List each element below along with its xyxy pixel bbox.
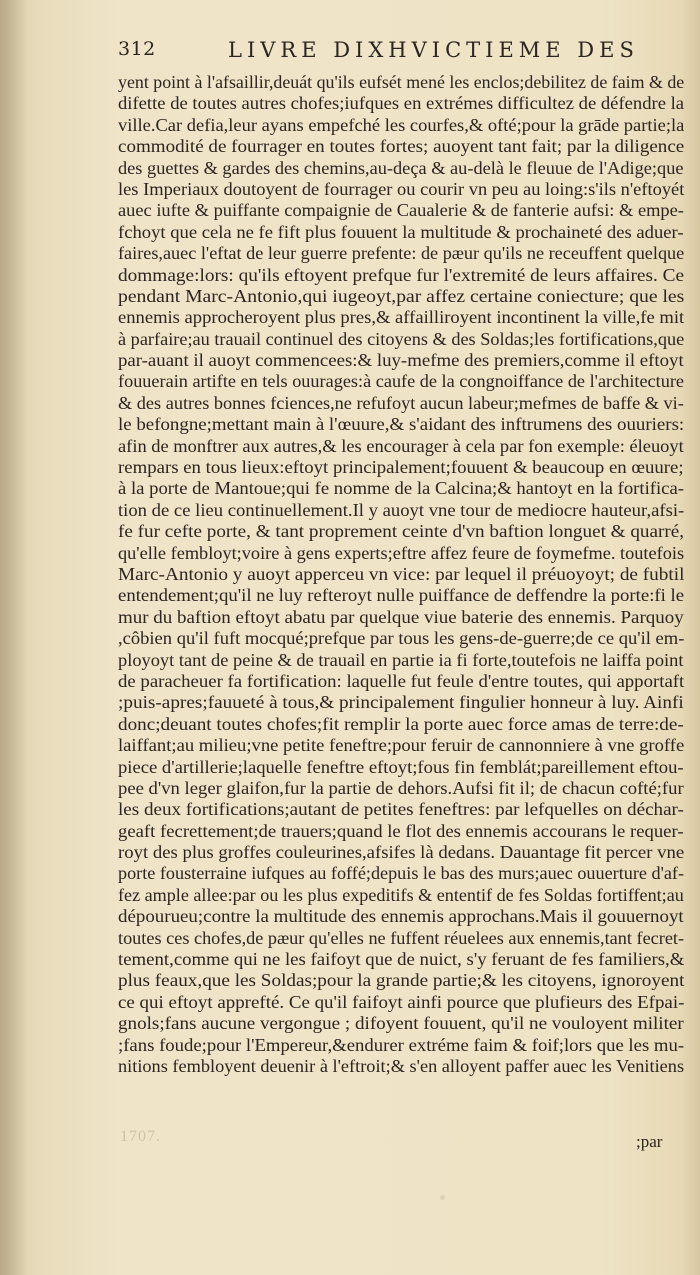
text-line: ce qui eftoyt apprefté. Ce qu'il faifoyt ainfi pource que plufieurs des Efpai- [118, 991, 685, 1012]
text-line: commodité de fourrager en toutes fortes; auoyent tant fait; par la diligence [118, 136, 685, 157]
text-line: tion de ce lieu continuellement.Il y auoyt vne tour de mediocre hauteur,afsi- [118, 499, 685, 520]
text-line: des guettes & gardes des chemins,au-deça & au-delà le fleuue de l'Adige;que [118, 157, 684, 178]
text-line: mur du baftion eftoyt abatu par quelque viue baterie des ennemis. Parquoy [118, 606, 684, 627]
gutter-shadow [0, 0, 28, 1275]
text-line: Marc-Antonio y auoyt apperceu vn vice: par lequel il préuoyoyt; de fubtil [118, 563, 685, 584]
text-line: ville.Car defia,leur ayans empefché les courfes,& ofté;pour la grāde partie;la [118, 114, 685, 135]
text-line: donc;deuant toutes chofes;fit remplir la porte auec force amas de terre:de- [118, 713, 684, 734]
text-line: ployoyt tant de peine & de trauail en partie ia fi forte,toutefois ne laiffa point [118, 649, 684, 670]
text-line: difette de toutes autres chofes;iufques en extrémes difficultez de défendre la [118, 93, 685, 114]
text-line: de paracheuer fa fortification: laquelle fut feule d'entre toutes, qui apportaft [118, 670, 685, 691]
text-line: qu'elle fembloyt;voire à gens experts;eftre affez feure de foymefme. toutefois [118, 542, 685, 563]
text-line: par-auant il auoyt commencees:& luy-mefme des premiers,comme il eftoyt [118, 350, 684, 371]
text-line: afin de monftrer aux autres,& les encourager à cela par fon exemple: éleuoyt [118, 435, 684, 456]
text-line: dommage:lors: qu'ils eftoyent prefque fur l'extremité de leurs affaires. Ce [118, 264, 685, 285]
page-number: 312 [118, 38, 156, 60]
body-text [118, 72, 684, 1077]
text-line: le befongne;mettant main à l'œuure,& s'aidant des inftrumens des ouuriers: [118, 414, 685, 435]
running-title: LIVRE DIXHVICTIEME DES [228, 38, 639, 62]
text-line: rempars en tous lieux:eftoyt principalement;fouuent & beaucoup en œuure; [118, 457, 684, 478]
text-line: yent point à l'afsaillir,deuát qu'ils eufsét mené les enclos;debilitez de faim & de [118, 72, 685, 92]
page-header [118, 38, 639, 64]
text-line: nitions fembloyent deuenir à l'eftroit;& s'en alloyent paffer auec les Venitiens [118, 1055, 685, 1076]
bleed-through-text: 1707. [120, 1128, 161, 1145]
foxing-spot [440, 1195, 445, 1200]
text-line: porte fousterraine iufques au foffé;depuis le bas des murs;auec ouuerture d'af- [118, 863, 685, 884]
text-line: geaft fecrettement;de trauers;quand le flot des ennemis accourans le requer- [118, 820, 684, 841]
text-line: pendant Marc-Antonio,qui iugeoyt,par affez certaine coniecture; que les [118, 285, 685, 306]
text-line: ;fans foude;pour l'Empereur,&endurer extréme faim & foif;lors que les mu- [118, 1034, 685, 1055]
text-line: à la porte de Mantoue;qui fe nomme de la Calcina;& hantoyt en la fortifica- [118, 478, 684, 499]
text-line: pee d'vn leger glaifon,fur la partie de dehors.Aufsi fit il; de chacun cofté;fur [118, 777, 684, 798]
text-line: tement,comme qui ne les faifoyt que de nuict, s'y feruant de fes familiers,& [118, 949, 685, 970]
text-line: auec iufte & puiffante compaignie de Caualerie & de fanterie aufsi: & empe- [118, 200, 684, 221]
text-line: faires,auec l'eftat de leur guerre prefente: de pæur qu'ils ne receuffent quelque [118, 243, 685, 264]
text-line: royt des plus groffes couleurines,afsifes là dedans. Dauantage fit percer vne [118, 842, 685, 863]
text-line: laiffant;au milieu;vne petite feneftre;pour feruir de cannonniere à vne groffe [118, 735, 685, 756]
text-line: fouuerain artifte en tels ouurages:à caufe de la congnoiffance de l'architecture [118, 371, 685, 392]
text-line: & des autres bonnes fciences,ne refufoyt aucun labeur;mefmes de baffe & vi- [118, 392, 684, 413]
text-line: toutes ces chofes,de pæur qu'elles ne fuffent réuelees aux ennemis,tant fecret- [118, 927, 685, 948]
text-line: ;puis-apres;fauueté à tous,& principalement fingulier honneur à luy. Ainfi [118, 692, 684, 713]
text-line: ,côbien qu'il fuft mocqué;prefque par tous les gens-de-guerre;de ce qu'il em- [118, 628, 685, 649]
text-line: plus feaux,que les Soldas;pour la grande partie;& les citoyens, ignoroyent [118, 970, 685, 991]
text-line: fchoyt que cela ne fe fift plus fouuent la multitude & prochaineté des aduer- [118, 221, 684, 242]
text-line: gnols;fans aucune vergongue ; difoyent fouuent, qu'il ne vouloyent militer [118, 1013, 684, 1034]
text-line: les Imperiaux doutoyent de fourrager ou courir vn peu au loing:s'ils n'eftoyét [118, 178, 685, 199]
catchword: ;par [636, 1132, 663, 1151]
text-line: à parfaire;au trauail continuel des citoyens & des Soldas;les fortifications,que [118, 328, 685, 349]
text-line: entendement;qu'il ne luy refteroyt nulle puiffance de deffendre la porte:fi le [118, 585, 685, 606]
text-line: fez ample allee:par ou les plus expeditifs & ententif de fes Soldas fortiffent;au [118, 884, 684, 905]
text-line: les deux fortifications;autant de petites feneftres: par lefquelles on déchar- [118, 799, 684, 820]
text-line: fe fur cefte porte, & tant proprement ceinte d'vn baftion longuet & quarré, [118, 521, 685, 542]
text-line: dépourueu;contre la multitude des ennemis approchans.Mais il gouuernoyt [118, 906, 684, 927]
text-line: piece d'artillerie;laquelle feneftre eftoyt;fous fin femblát;pareillement eftou- [118, 756, 684, 777]
text-line: ennemis approcheroyent plus pres,& affailliroyent incontinent la ville,fe mit [118, 307, 685, 328]
